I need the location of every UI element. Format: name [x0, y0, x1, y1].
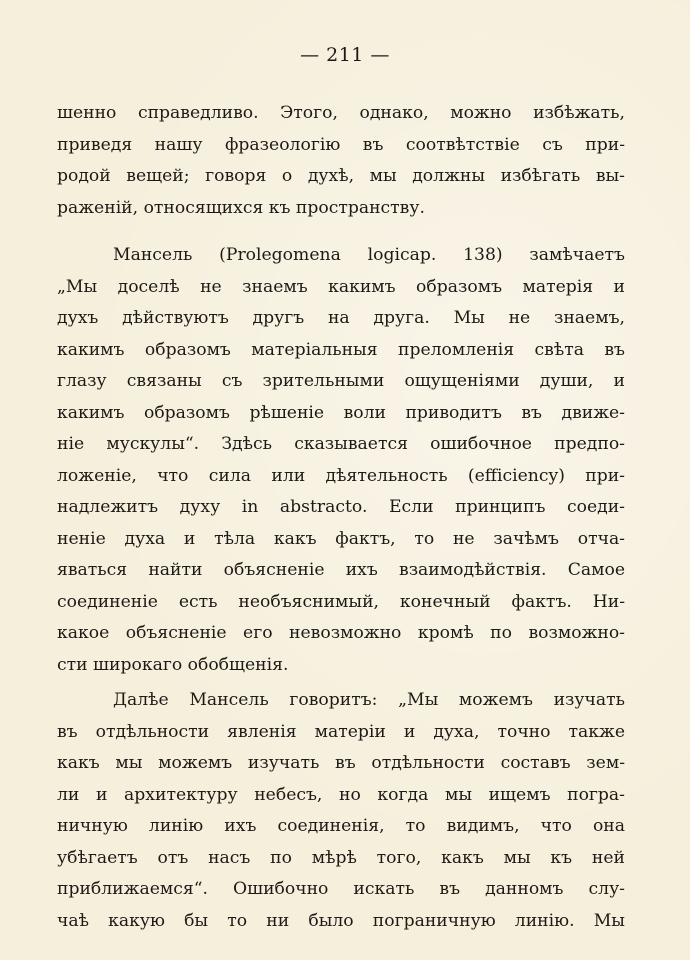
paragraph-3 [57, 685, 625, 937]
text-line: родой вещей; говоря о духѣ, мы должны избѣгать вы- [57, 166, 625, 186]
text-line: глазу связаны съ зрительными ощущеніями души, и [57, 371, 625, 391]
text-line: надлежитъ духу in abstracto. Если принципъ соеди- [57, 497, 625, 517]
text-line: какъ мы можемъ изучать въ отдѣльности составъ зем- [57, 753, 625, 773]
text-line: чаѣ какую бы то ни было пограничную линію. Мы [57, 910, 625, 931]
text-line: раженій, относящихся къ пространству. [57, 197, 425, 218]
text-line: духъ дѣйствуютъ другъ на друга. Мы не знаемъ, [57, 308, 625, 328]
text-line: шенно справедливо. Этого, однако, можно избѣжать, [57, 103, 625, 123]
text-line: ніе мускулы“. Здѣсь сказывается ошибочное предпо- [57, 434, 625, 454]
text-line: приближаемся“. Ошибочно искать въ данномъ слу- [57, 879, 625, 899]
text-line: приведя нашу фразеологію въ соотвѣтствіе съ при- [57, 134, 625, 155]
text-line: ли и архитектуру небесъ, но когда мы ищемъ погра- [57, 784, 625, 805]
text-line: Далѣе Мансель говоритъ: „Мы можемъ изучать [113, 690, 625, 710]
text-line: соединеніе есть необъяснимый, конечный фактъ. Ни- [57, 591, 625, 612]
text-line: яваться найти объясненіе ихъ взаимодѣйствія. Самое [57, 560, 625, 580]
text-line: въ отдѣльности явленія матеріи и духа, точно также [57, 721, 625, 742]
text-line: какимъ образомъ матеріальныя преломленія свѣта въ [57, 339, 625, 360]
text-line: сти широкаго обобщенія. [57, 654, 289, 675]
text-line: Мансель (Prolegomena logicap. 138) замѣчаетъ [113, 245, 625, 265]
text-line: неніе духа и тѣла какъ фактъ, то не зачѣмъ отча- [57, 528, 625, 549]
text-line: какое объясненіе его невозможно кромѣ по возможно- [57, 623, 625, 643]
paragraph-1 [57, 98, 625, 224]
text-line: убѣгаетъ отъ насъ по мѣрѣ того, какъ мы къ ней [57, 847, 625, 868]
page-number: — 211 — [300, 44, 390, 66]
paragraph-2 [57, 240, 625, 681]
text-line: ничную линію ихъ соединенія, то видимъ, что она [57, 816, 625, 836]
text-line: какимъ образомъ рѣшеніе воли приводитъ въ движе- [57, 402, 625, 423]
text-line: „Мы доселѣ не знаемъ какимъ образомъ матерія и [57, 276, 625, 297]
text-line: ложеніе, что сила или дѣятельность (efficiency) при- [57, 465, 625, 486]
